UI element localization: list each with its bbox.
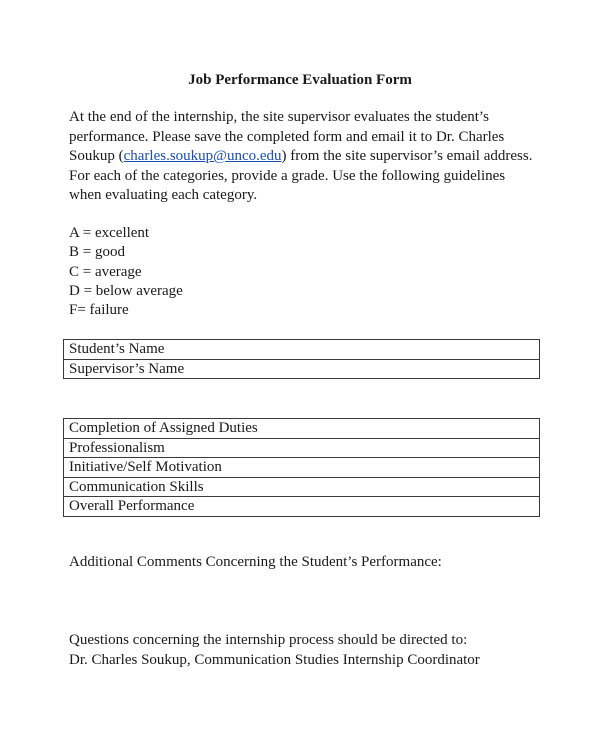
table-row <box>64 340 540 360</box>
supervisor-name-field[interactable]: Supervisor’s Name <box>64 359 540 379</box>
grade-guidelines-list <box>69 224 183 320</box>
table-row <box>64 477 540 497</box>
table-row <box>64 359 540 379</box>
table-row <box>64 438 540 458</box>
page-title: Job Performance Evaluation Form <box>188 72 412 88</box>
grade-item: C = average <box>69 263 142 280</box>
grade-item: B = good <box>69 244 125 261</box>
categories-table <box>63 418 540 517</box>
intro-text-before-link: At the end of the internship, the site supervisor evaluates the student’s performance. Please save the completed form and email it to Dr. Charles Soukup ( <box>69 109 505 164</box>
grade-item: D = below average <box>69 282 183 299</box>
comments-label: Additional Comments Concerning the Student’s Performance: <box>69 554 442 570</box>
grade-item: F= failure <box>69 302 129 319</box>
contact-line-2: Dr. Charles Soukup, Communication Studies Internship Coordinator <box>69 651 480 668</box>
category-overall-performance[interactable]: Overall Performance <box>64 497 540 517</box>
category-completion-of-duties[interactable]: Completion of Assigned Duties <box>64 419 540 439</box>
email-link[interactable]: charles.soukup@unco.edu <box>123 148 282 164</box>
grade-item: A = excellent <box>69 225 150 241</box>
student-name-field[interactable]: Student’s Name <box>64 340 540 360</box>
names-table <box>63 339 540 379</box>
table-row <box>64 419 540 439</box>
intro-paragraph <box>69 108 539 206</box>
category-professionalism[interactable]: Professionalism <box>64 438 540 458</box>
category-communication-skills[interactable]: Communication Skills <box>64 477 540 497</box>
intro-text-after-link: ) from the site supervisor’s email address. For each of the categories, provide a grade. Use the following guidelines when evaluating each category. <box>69 148 533 203</box>
contact-paragraph <box>69 631 480 670</box>
table-row <box>64 458 540 478</box>
table-row <box>64 497 540 517</box>
category-initiative[interactable]: Initiative/Self Motivation <box>64 458 540 478</box>
contact-line-1: Questions concerning the internship process should be directed to: <box>69 632 468 648</box>
